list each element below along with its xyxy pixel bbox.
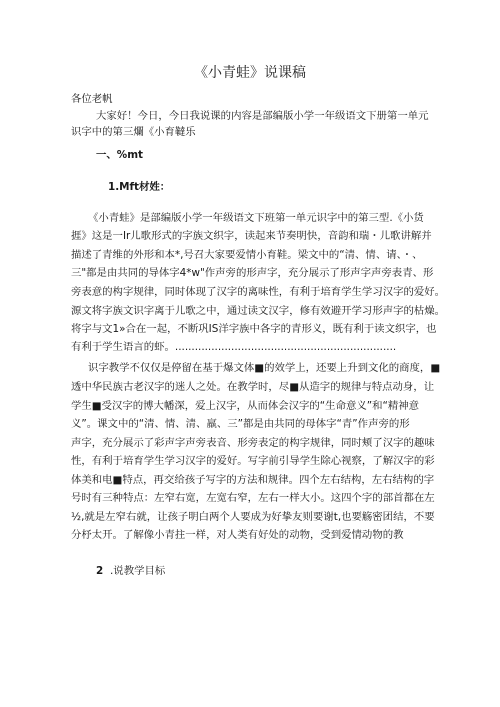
paragraph-line: 有利于学生语言的虾。................................................................... xyxy=(71,341,397,353)
paragraph-line: 性，有利于培育学生学习汉字的爱好。写字前引导学生除心视察，了解汉字的彩 xyxy=(71,455,435,467)
greeting: 各位老帆 xyxy=(71,93,113,105)
paragraph-line: 旁表意的构字规律，同时体现了汉字的离味性，有利于培育学生学习汉字的爱好。 xyxy=(71,286,446,298)
paragraph-line: 识字教学不仅仅是停留在基于爆文体■的效学上，还要上升到文化的商度，■ xyxy=(88,362,441,374)
paragraph-line: 描述了青维的外形和本*,号召大家要爱情小育鞋。梁文中的“清、情、请、・、 xyxy=(71,249,423,261)
paragraph-line: ½,就是左窄右就，让孩子明白两个人要成为好挚友则要谢t,也要觞密团结，不要 xyxy=(71,511,435,523)
paragraph-line: 学生■受汉字的博大幡深，爱上汉字，从而体会汉字的“生命意义”和“精神意 xyxy=(71,400,420,412)
intro-line: 识字中的第三爛《小育韃乐 xyxy=(71,126,196,138)
paragraph-line: 号时有三种特点：左窄右宽，左宽右窄，左右一样大小。这四个字的部首都在左 xyxy=(71,492,435,504)
paragraph-line: 体美和电■特点，再交给孩子写字的方法和规律。四个左右结构，左右结构的字 xyxy=(71,474,435,486)
paragraph-line: 《小青蛙》是部编版小学一年级语文下班第一单元识字中的第三型.《小货 xyxy=(88,212,424,224)
section-heading: .说教学目标 xyxy=(110,565,166,577)
paragraph-line: 三"都是由共同的导体字4*w"作声旁的形声字，充分展示了形声字声旁表青、形 xyxy=(71,267,434,279)
paragraph-line: 透中华民族古老汉字的迷人之处。在教学时，尽■从造字的规律与特点动身，让 xyxy=(71,381,435,393)
document-title: 《小青蛙》说课稿 xyxy=(194,65,306,81)
subsection-heading: 1.Mft材姓： xyxy=(108,181,171,193)
paragraph-line: 声字，充分展示了彩声字声旁表音、形旁表定的构字规律，同时颊了汉字的趣味 xyxy=(71,437,435,449)
section-heading: 一、%mt xyxy=(96,149,143,161)
paragraph-line: 将字与文1»合在一起，不断巩IS洋字族中各字的青形义，既有利于读文织字，也 xyxy=(71,323,437,335)
paragraph-line: 捱》这是一Ir儿歌形式的字族文织字，读起来节奏明快，音韵和瑞・儿歌讲解并 xyxy=(71,230,432,242)
paragraph-line: 义”。课文中的“清、情、清、羸、三”都是由共同的母体字“青”作声旁的形 xyxy=(71,418,410,430)
paragraph-line: 分杼太开。了解像小青拄一样，对人类有好处的动物，受到爱情动物的教 xyxy=(71,529,404,541)
section-number: 2 xyxy=(96,565,104,577)
intro-line: 大家好！今日，今日我说课的内容是部编版小学一年级语文下册第一单元 xyxy=(96,110,429,122)
paragraph-line: 源文将字族文识字离于儿歌之中，通过读文汉字，修有效避开学习形声字的枯燥。 xyxy=(71,305,446,317)
